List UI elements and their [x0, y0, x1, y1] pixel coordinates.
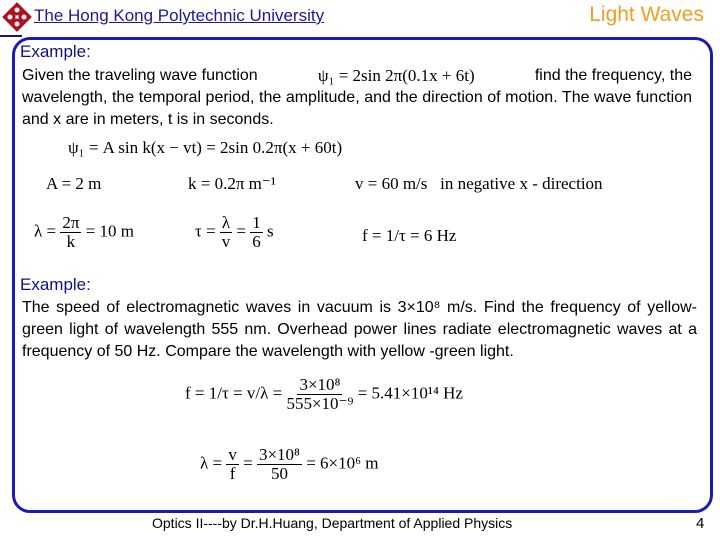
amplitude-equation: A = 2 m [46, 174, 102, 193]
header-divider [0, 35, 22, 37]
denominator: v [221, 232, 231, 251]
denominator: f [229, 464, 236, 483]
rhs: = 6×10⁶ m [306, 453, 379, 473]
lhs: λ = [200, 453, 223, 473]
wave-equation-main: ψ₁ = A sin k(x − vt) = 2sin 0.2π(x + 60t) [68, 138, 343, 157]
lhs: τ = [195, 221, 216, 241]
rhs: = 10 m [85, 221, 134, 241]
example1-text-rest: wavelength, the temporal period, the amplitude, and the direction of motion. The wave function and x are in meters, t is in seconds. [22, 89, 692, 128]
denominator: k [66, 232, 76, 251]
period-equation [195, 214, 274, 251]
numerator: λ [221, 213, 231, 232]
page-number: 4 [696, 515, 705, 532]
slide-title: Light Waves [589, 3, 704, 26]
wavelength-equation [34, 214, 134, 251]
example2-text: The speed of electromagnetic waves in vacuum is 3×10⁸ m/s. Find the frequency of yellow-green light of wavelength 555 nm. Overhead power lines radiate electromagnetic waves at a frequency of 50 Hz. Compare the wavelength with yellow -green light. [22, 299, 697, 360]
em-frequency-equation [185, 376, 463, 413]
lhs: λ = [34, 221, 57, 241]
denominator: 6 [252, 232, 261, 251]
example1-text-start: Given the traveling wave function [22, 67, 258, 84]
lhs: f = 1/τ = v/λ = [185, 383, 283, 403]
numerator: 3×10⁸ [299, 375, 341, 394]
frequency-equation: f = 1/τ = 6 Hz [362, 226, 457, 245]
example1-text [22, 65, 692, 131]
university-logo-icon [2, 2, 32, 32]
numerator: 1 [252, 213, 261, 232]
given-equation: ψ₁ = 2sin 2π(0.1x + 6t) [317, 66, 475, 85]
numerator: 3×10⁸ [258, 445, 300, 464]
example1-text-line1-end: find the frequency, the [534, 67, 692, 84]
denominator: 555×10⁻⁹ [286, 394, 354, 413]
footer-text: Optics II----by Dr.H.Huang, Department of Applied Physics [152, 515, 513, 531]
velocity-equation: v = 60 m/s in negative x - direction [355, 174, 603, 193]
university-name-link[interactable]: The Hong Kong Polytechnic University [34, 6, 325, 25]
example1-heading: Example: [20, 42, 91, 61]
denominator: 50 [270, 464, 288, 483]
rhs: = 5.41×10¹⁴ Hz [357, 383, 463, 403]
numerator: 2π [62, 213, 80, 232]
equals: = [243, 453, 253, 473]
numerator: v [228, 445, 237, 464]
equals: = [236, 221, 247, 241]
em-wavelength-equation [200, 446, 379, 483]
unit: s [267, 221, 274, 241]
example2-heading: Example: [20, 275, 91, 294]
wavenumber-equation: k = 0.2π m⁻¹ [188, 174, 276, 193]
